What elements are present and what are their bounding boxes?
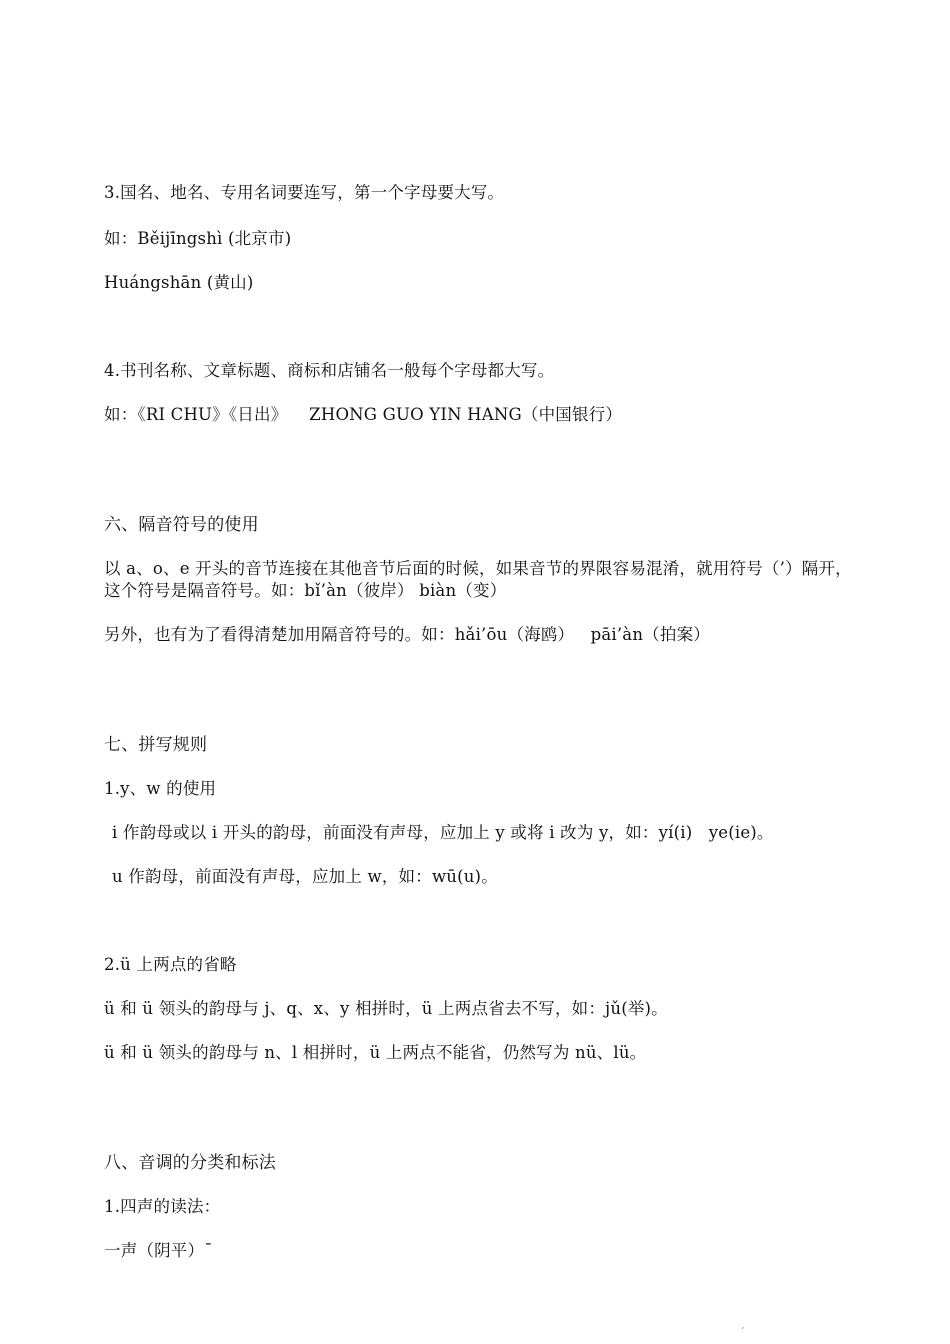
section-six-paragraph-1: 以 a、o、e 开头的音节连接在其他音节后面的时候，如果音节的界限容易混淆，就用符号（’）隔开，这个符号是隔音符号。如：bǐ’àn（彼岸） biàn（变）	[104, 559, 852, 600]
rule4-example: 如：《RI CHU》《日出》 ZHONG GUO YIN HANG（中国银行）	[104, 405, 623, 424]
footer-tone-mark: ˊ	[740, 1328, 745, 1338]
rule3-example-beijing: 如：Běijīngshì (北京市)	[104, 229, 292, 248]
umlaut-rule-jqxy: ü 和 ü 领头的韵母与 j、q、x、y 相拼时，ü 上两点省去不写，如：jǔ(举)。	[104, 999, 668, 1018]
yw-rule-u: u 作韵母，前面没有声母，应加上 w，如：wū(u)。	[112, 867, 498, 886]
four-tones-title: 1.四声的读法：	[104, 1197, 221, 1216]
rule3-example-huangshan: Huángshān (黄山)	[104, 273, 254, 292]
section-six-heading: 六、隔音符号的使用	[104, 515, 259, 535]
rule3-title: 3.国名、地名、专用名词要连写，第一个字母要大写。	[104, 183, 505, 202]
umlaut-rule-nl: ü 和 ü 领头的韵母与 n、l 相拼时，ü 上两点不能省，仍然写为 nü、lü。	[104, 1043, 647, 1062]
section-eight-heading: 八、音调的分类和标法	[104, 1153, 276, 1173]
umlaut-omission-title: 2.ü 上两点的省略	[104, 955, 237, 974]
section-seven-heading: 七、拼写规则	[104, 735, 208, 755]
tone-one-line: 一声（阴平）¯	[104, 1241, 213, 1260]
yw-rule-i: i 作韵母或以 i 开头的韵母，前面没有声母，应加上 y 或将 i 改为 y，如：yí(i) ye(ie)。	[112, 823, 774, 842]
yw-usage-title: 1.y、w 的使用	[104, 779, 217, 798]
section-six-paragraph-2: 另外，也有为了看得清楚加用隔音符号的。如：hǎi’ōu（海鸥） pāi’àn（拍案）	[104, 625, 710, 644]
rule4-title: 4.书刊名称、文章标题、商标和店铺名一般每个字母都大写。	[104, 361, 555, 380]
